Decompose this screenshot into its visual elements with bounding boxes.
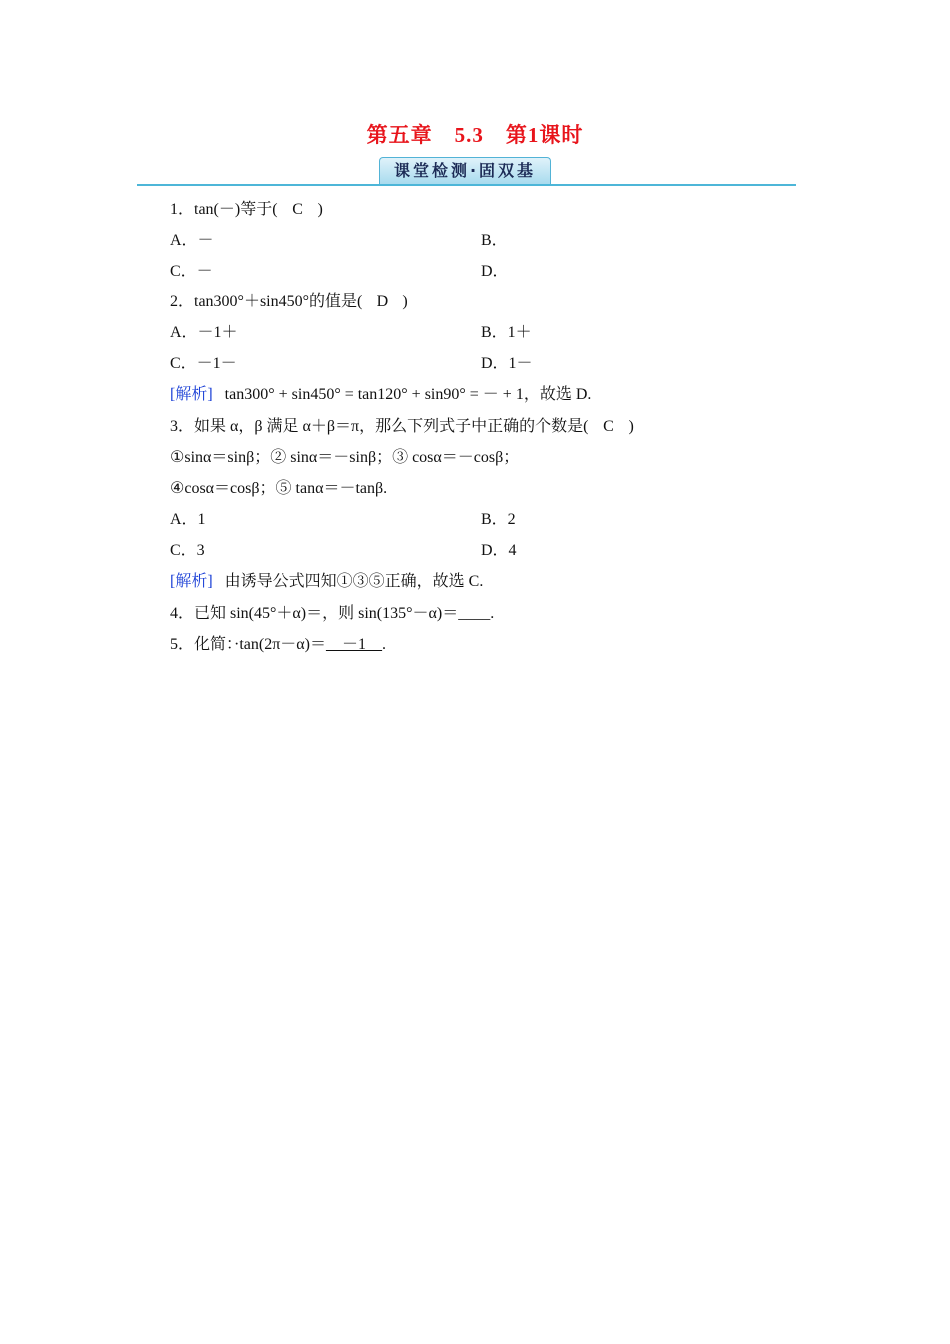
question-1-answer: C xyxy=(292,201,303,218)
question-3-option-d: D．4 xyxy=(481,542,517,559)
question-3-items-2: ④cosα＝cosβ；⑤ tanα＝－tanβ. xyxy=(170,480,388,497)
question-3-close: ) xyxy=(628,418,634,435)
analysis-text: tan300° + sin450° = tan120° + sin90° = － + 1，故选 D. xyxy=(224,386,592,403)
question-5-close: . xyxy=(382,636,387,653)
question-3-text: 3．如果 α，β 满足 α＋β＝π，那么下列式子中正确的个数是( xyxy=(170,418,589,435)
question-2-option-b: B．1＋ xyxy=(481,324,532,341)
question-1-text: 1．tan(－)等于( xyxy=(170,201,278,218)
question-2-close: ) xyxy=(402,293,408,310)
question-3-option-b: B．2 xyxy=(481,511,516,528)
question-4-stem: 4．已知 sin(45°＋α)＝，则 sin(135°－α)＝____. xyxy=(170,605,495,622)
question-1-option-a: A．－ xyxy=(170,232,214,249)
header-divider xyxy=(137,184,796,186)
question-3-option-c: C．3 xyxy=(170,542,205,559)
question-2-stem xyxy=(170,292,408,312)
question-3-analysis xyxy=(170,572,483,592)
question-1-close: ) xyxy=(317,201,323,218)
question-3-answer: C xyxy=(603,418,614,435)
question-3-stem xyxy=(170,417,634,437)
question-2-option-d: D．1－ xyxy=(481,355,533,372)
analysis-label: [解析] xyxy=(170,386,213,403)
question-2-option-a: A．－1＋ xyxy=(170,324,238,341)
question-2-analysis xyxy=(170,385,591,405)
analysis-text: 由诱导公式四知①③⑤正确，故选 C. xyxy=(224,573,484,590)
question-5-answer: __－1__ xyxy=(326,636,383,653)
analysis-label: [解析] xyxy=(170,573,213,590)
question-5-stem xyxy=(170,635,386,655)
section-badge: 课堂检测·固双基 xyxy=(379,157,551,184)
question-2-answer: D xyxy=(376,293,389,310)
question-2-option-c: C．－1－ xyxy=(170,355,237,372)
question-5-text: 5．化简：·tan(2π－α)＝ xyxy=(170,636,326,653)
question-1-stem xyxy=(170,200,323,220)
question-3-option-a: A．1 xyxy=(170,511,206,528)
question-1-option-b: B． xyxy=(481,232,508,249)
question-2-text: 2．tan300°＋sin450°的值是( xyxy=(170,293,363,310)
question-3-items-1: ①sinα＝sinβ；② sinα＝－sinβ；③ cosα＝－cosβ； xyxy=(170,449,520,466)
page-title: 第五章 5.3 第1课时 xyxy=(366,123,584,147)
question-1-option-d: D． xyxy=(481,263,509,280)
question-1-option-c: C．－ xyxy=(170,263,213,280)
